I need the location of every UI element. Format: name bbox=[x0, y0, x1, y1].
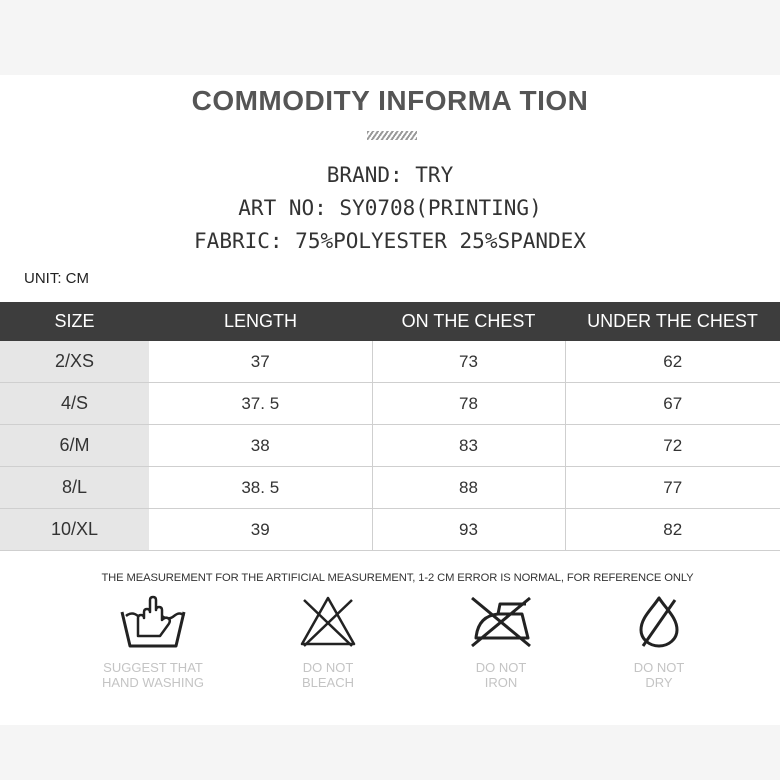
size-cell: 10/XL bbox=[0, 509, 149, 551]
under-chest-cell: 62 bbox=[565, 341, 780, 383]
table-header-row bbox=[0, 302, 780, 341]
art-number-line: ART NO: SY0708(PRINTING) bbox=[238, 196, 542, 220]
header-length: LENGTH bbox=[149, 302, 372, 341]
table-row bbox=[0, 425, 780, 467]
header-under-the-chest: UNDER THE CHEST bbox=[565, 302, 780, 341]
length-cell: 39 bbox=[149, 509, 372, 551]
length-cell: 37. 5 bbox=[149, 383, 372, 425]
header-on-the-chest: ON THE CHEST bbox=[372, 302, 565, 341]
page-title: COMMODITY INFORMA TION bbox=[191, 85, 589, 116]
fabric-line: FABRIC: 75%POLYESTER 25%SPANDEX bbox=[194, 229, 586, 253]
brand-line: BRAND: TRY bbox=[326, 163, 454, 187]
on-chest-cell: 88 bbox=[372, 467, 565, 509]
length-cell: 38. 5 bbox=[149, 467, 372, 509]
on-chest-cell: 78 bbox=[372, 383, 565, 425]
size-cell: 2/XS bbox=[0, 341, 149, 383]
on-chest-cell: 83 bbox=[372, 425, 565, 467]
on-chest-cell: 73 bbox=[372, 341, 565, 383]
table-row bbox=[0, 341, 780, 383]
hand-wash-icon bbox=[118, 594, 188, 650]
header-size: SIZE bbox=[0, 302, 149, 341]
table-row bbox=[0, 509, 780, 551]
care-label: SUGGEST THAT HAND WASHING bbox=[101, 660, 205, 690]
size-cell: 8/L bbox=[0, 467, 149, 509]
unit-label: UNIT: CM bbox=[24, 270, 89, 287]
title-divider bbox=[367, 131, 417, 140]
care-item-no-dry bbox=[589, 594, 729, 690]
on-chest-cell: 93 bbox=[372, 509, 565, 551]
size-cell: 6/M bbox=[0, 425, 149, 467]
under-chest-cell: 77 bbox=[565, 467, 780, 509]
size-cell: 4/S bbox=[0, 383, 149, 425]
care-item-no-iron bbox=[431, 594, 571, 690]
care-label: DO NOT IRON bbox=[475, 660, 527, 690]
measurement-note: THE MEASUREMENT FOR THE ARTIFICIAL MEASUREMENT, 1-2 CM ERROR IS NORMAL, FOR REFERENCE ONLY bbox=[101, 572, 694, 584]
under-chest-cell: 67 bbox=[565, 383, 780, 425]
no-bleach-icon bbox=[298, 594, 358, 650]
no-dry-icon bbox=[629, 594, 689, 650]
size-chart-table bbox=[0, 302, 780, 551]
care-label: DO NOT BLEACH bbox=[301, 660, 355, 690]
care-item-hand-wash bbox=[83, 594, 223, 690]
length-cell: 37 bbox=[149, 341, 372, 383]
table-row bbox=[0, 383, 780, 425]
length-cell: 38 bbox=[149, 425, 372, 467]
under-chest-cell: 72 bbox=[565, 425, 780, 467]
under-chest-cell: 82 bbox=[565, 509, 780, 551]
care-item-no-bleach bbox=[258, 594, 398, 690]
table-row bbox=[0, 467, 780, 509]
no-iron-icon bbox=[468, 594, 534, 650]
care-label: DO NOT DRY bbox=[633, 660, 685, 690]
